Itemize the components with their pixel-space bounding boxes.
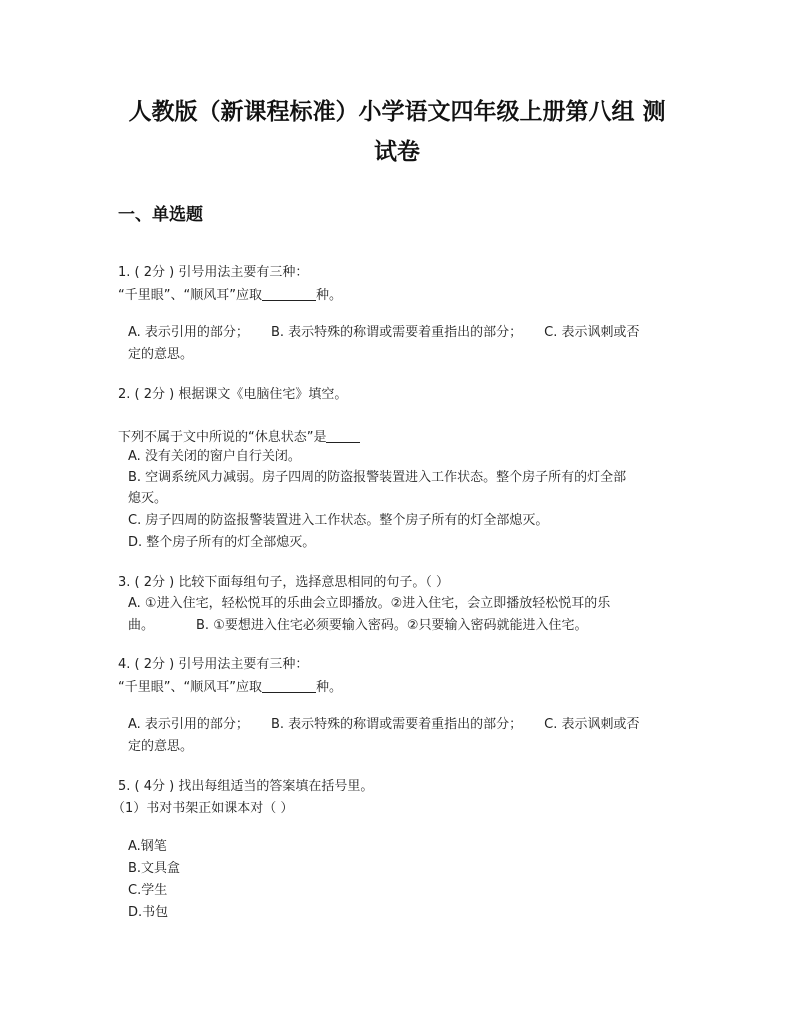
q4-options [128, 716, 639, 734]
q3-option-a-continued: 曲。 [128, 618, 155, 633]
q1-answer-blank[interactable] [262, 286, 316, 301]
q4-header: 4. ( 2分 ) 引号用法主要有三种： [118, 657, 309, 672]
exam-title [110, 92, 684, 172]
q2-answer-blank[interactable] [326, 428, 360, 443]
q5-header: 5. ( 4分 ) 找出每组适当的答案填在括号里。 [118, 779, 374, 794]
q2-option-b[interactable]: B. 空调系统风力减弱。房子四周的防盗报警装置进入工作状态。整个房子所有的灯全部 [128, 470, 627, 485]
q3-options-row [128, 617, 588, 635]
q2-option-b-continued: 熄灭。 [128, 491, 168, 506]
q2-stem-text: 下列不属于文中所说的“休息状态”是 [118, 430, 327, 445]
q5-option-b[interactable]: B.文具盒 [128, 861, 181, 876]
q4-stem-text: “千里眼”、“顺风耳”应取 [118, 680, 262, 695]
q1-option-a[interactable]: A. 表示引用的部分； [128, 325, 249, 340]
q1-options [128, 324, 639, 342]
q2-option-c[interactable]: C. 房子四周的防盗报警装置进入工作状态。整个房子所有的灯全部熄灭。 [128, 513, 549, 528]
q1-header: 1. ( 2分 ) 引号用法主要有三种： [118, 265, 309, 280]
q1-option-c[interactable]: C. 表示讽刺或否 [544, 325, 640, 340]
section-heading: 一、单选题 [118, 205, 203, 225]
q1-option-c-continued: 定的意思。 [128, 347, 194, 362]
title-line-2: 试卷 [374, 138, 420, 165]
q1-stem [118, 286, 342, 305]
q3-option-b[interactable]: B. ①要想进入住宅必须要输入密码。②只要输入密码就能进入住宅。 [196, 618, 588, 633]
q4-option-c[interactable]: C. 表示讽刺或否 [544, 717, 640, 732]
q4-option-a[interactable]: A. 表示引用的部分； [128, 717, 249, 732]
q4-option-b[interactable]: B. 表示特殊的称谓或需要着重指出的部分； [270, 717, 523, 732]
q3-header: 3. ( 2分 ) 比较下面每组句子，选择意思相同的句子。（ ） [118, 575, 449, 590]
q3-option-a[interactable]: A. ①进入住宅，轻松悦耳的乐曲会立即播放。②进入住宅，会立即播放轻松悦耳的乐 [128, 596, 611, 611]
title-line-1: 人教版（新课程标准）小学语文四年级上册第八组 测 [128, 98, 666, 125]
q2-option-a[interactable]: A. 没有关闭的窗户自行关闭。 [128, 449, 301, 464]
q4-option-c-continued: 定的意思。 [128, 739, 194, 754]
q5-option-a[interactable]: A.钢笔 [128, 839, 167, 854]
q4-stem-suffix: 种。 [315, 680, 342, 695]
q1-option-b[interactable]: B. 表示特殊的称谓或需要着重指出的部分； [270, 325, 523, 340]
q4-stem [118, 678, 342, 697]
q1-stem-suffix: 种。 [315, 288, 342, 303]
q5-subquestion: （1）书对书架正如课本对（ ） [112, 801, 294, 816]
q4-answer-blank[interactable] [262, 678, 316, 693]
q2-stem [118, 428, 360, 447]
q2-header: 2. ( 2分 ) 根据课文《电脑住宅》填空。 [118, 387, 348, 402]
q1-stem-text: “千里眼”、“顺风耳”应取 [118, 288, 262, 303]
q5-option-d[interactable]: D.书包 [128, 905, 169, 920]
q5-option-c[interactable]: C.学生 [128, 883, 168, 898]
q2-option-d[interactable]: D. 整个房子所有的灯全部熄灭。 [128, 535, 316, 550]
